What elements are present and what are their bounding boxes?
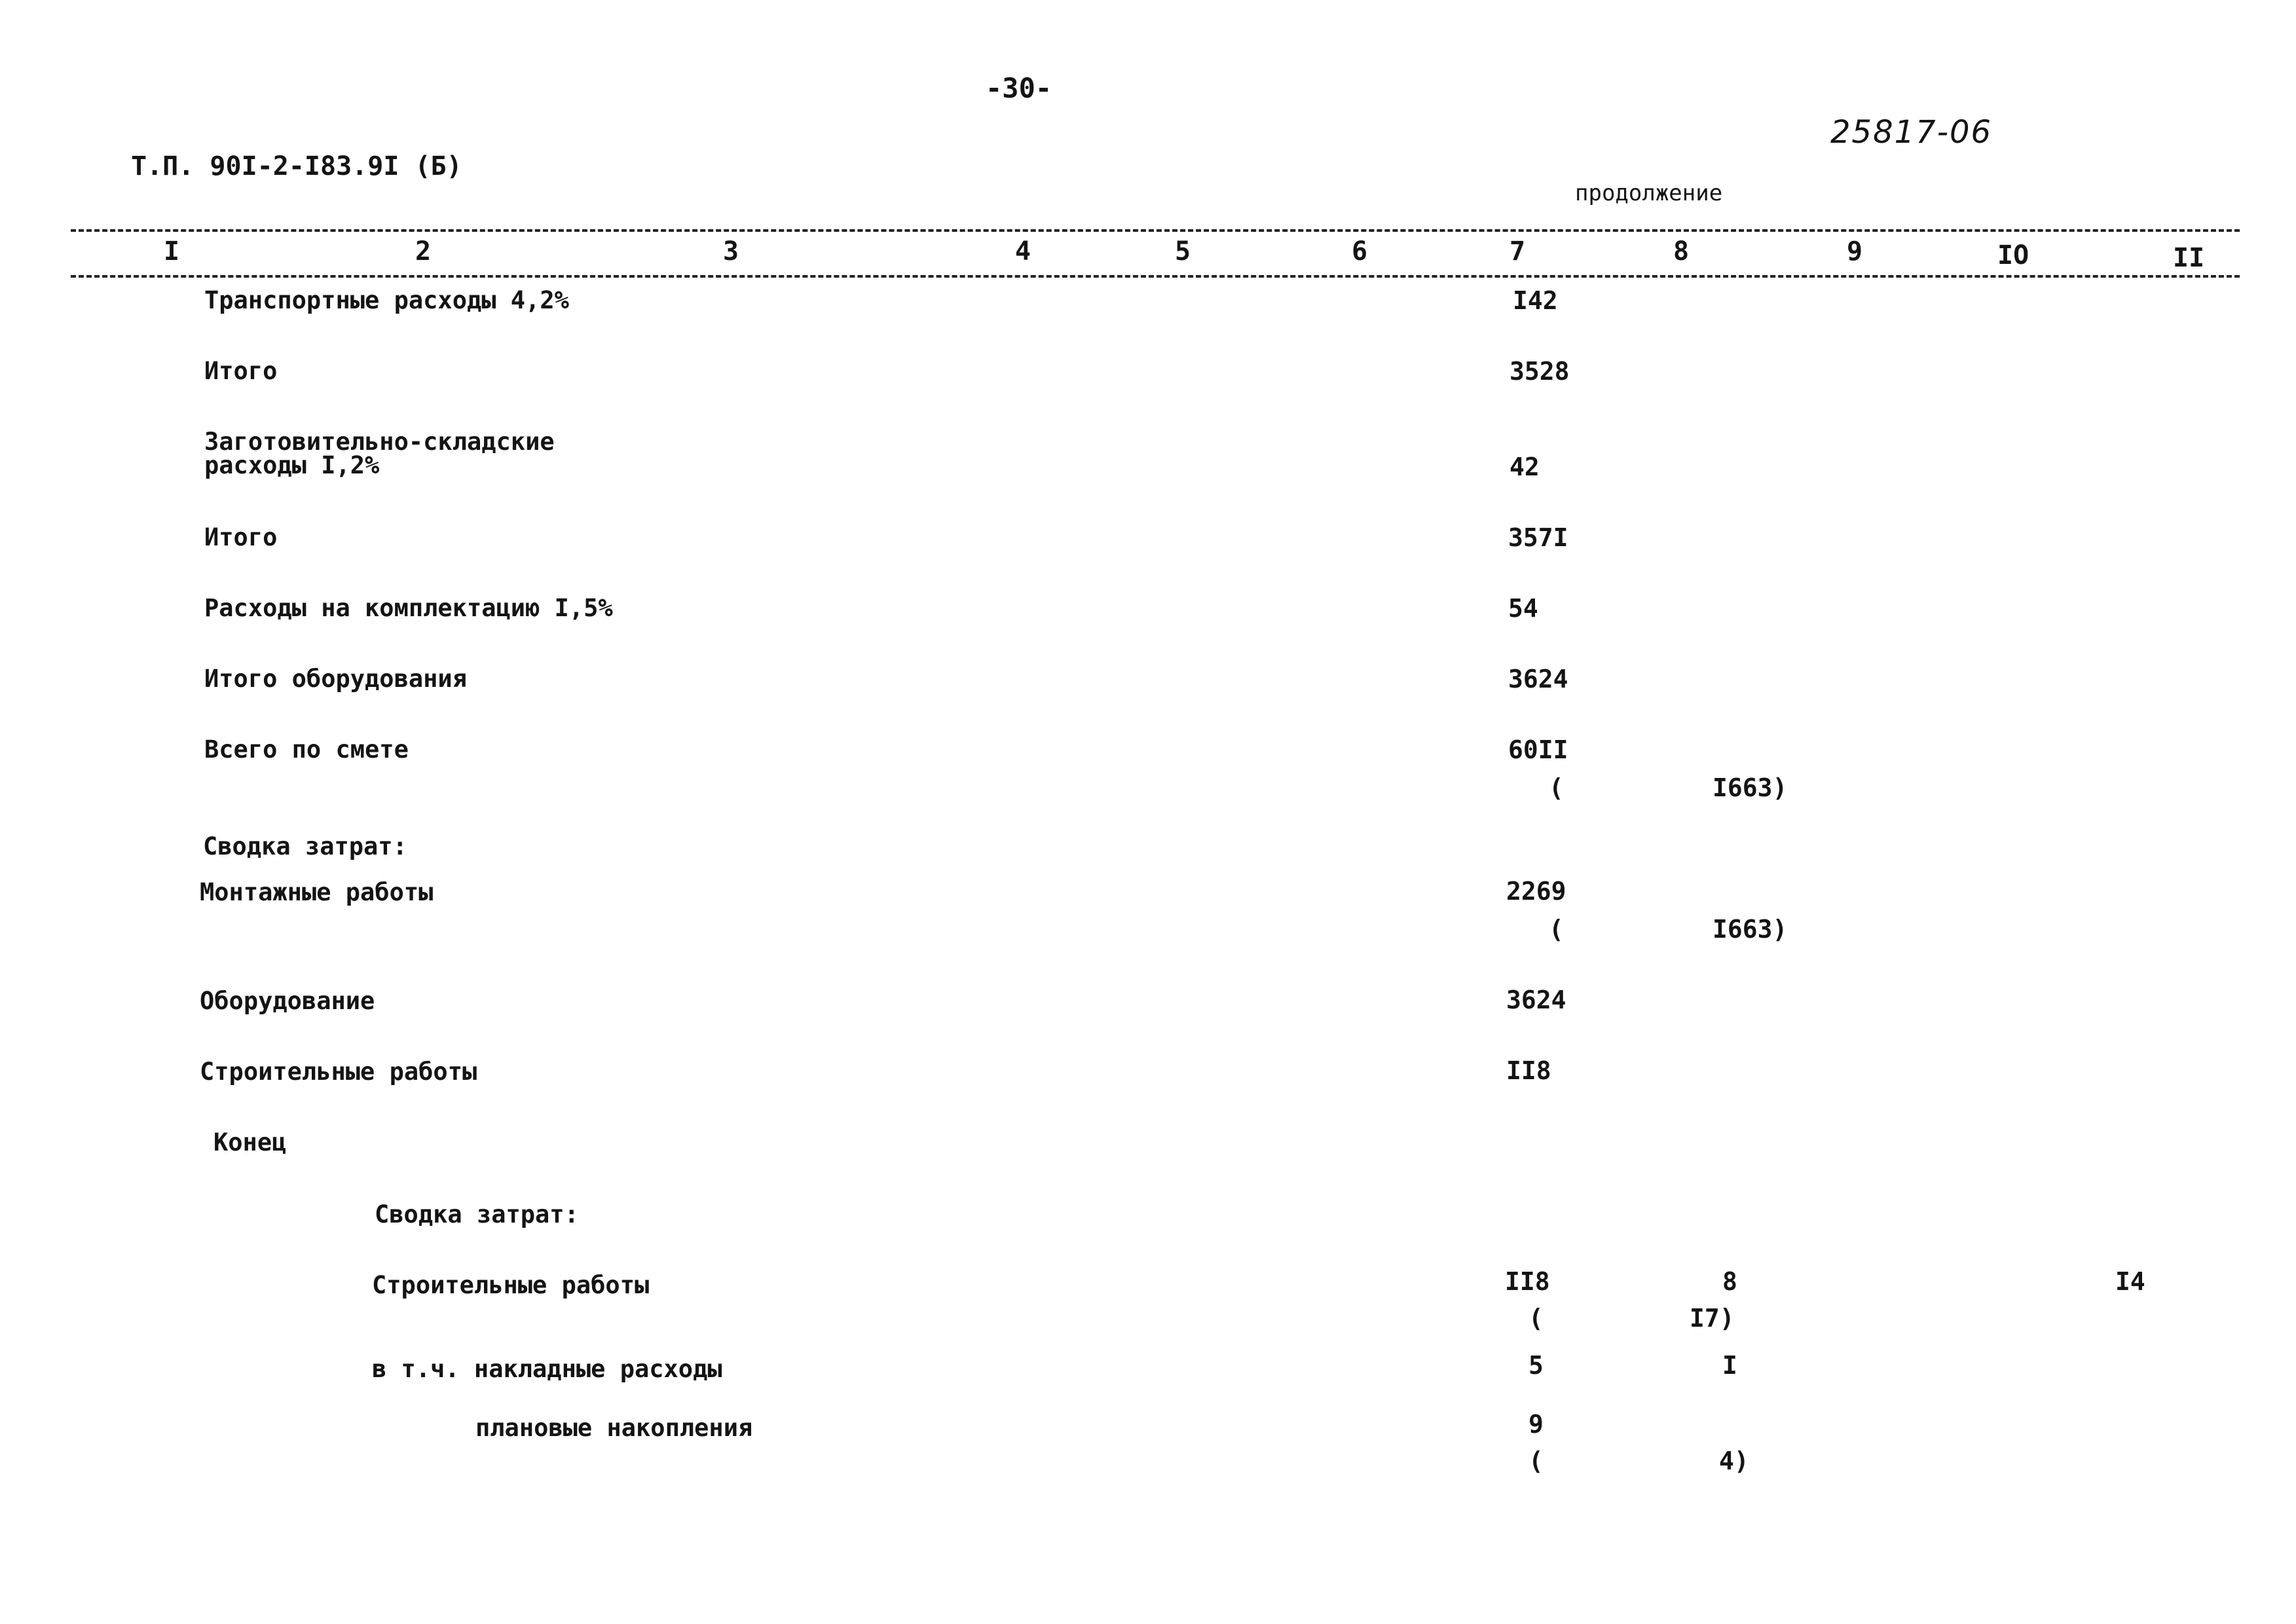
summary-construction-col8-paren: I7) xyxy=(1690,1304,1735,1333)
column-header-5: 5 xyxy=(1175,236,1191,267)
row-warehouse-label-line2: расходы I,2% xyxy=(204,451,380,479)
row-completion-label: Расходы на комплектацию I,5% xyxy=(204,594,613,622)
row-equipment-total-col7: 3624 xyxy=(1508,665,1568,693)
header-bottom-rule xyxy=(71,275,2240,278)
column-header-2: 2 xyxy=(415,236,432,267)
column-header-3: 3 xyxy=(723,236,739,267)
row-subtotal-2-col7: 357I xyxy=(1508,523,1568,552)
row-estimate-total-col7-paren: ( xyxy=(1549,773,1564,802)
summary-overhead-col7: 5 xyxy=(1528,1351,1544,1380)
column-header-9: 9 xyxy=(1847,236,1863,267)
row-equipment-label: Оборудование xyxy=(200,987,375,1015)
column-header-8: 8 xyxy=(1673,236,1690,267)
column-header-6: 6 xyxy=(1352,236,1368,267)
end-marker: Конец xyxy=(213,1128,287,1156)
summary-planned-col8-paren: 4) xyxy=(1719,1447,1749,1475)
row-construction-label: Строительные работы xyxy=(200,1058,477,1086)
row-estimate-total-col8-paren: I663) xyxy=(1713,773,1788,802)
row-completion-col7: 54 xyxy=(1508,594,1538,623)
summary-construction-col7: II8 xyxy=(1505,1267,1550,1296)
summary-construction-col11: I4 xyxy=(2115,1267,2145,1296)
row-warehouse-label-line1: Заготовительно-складские xyxy=(204,428,555,456)
page-number: -30- xyxy=(986,72,1052,104)
column-header-1: I xyxy=(164,236,180,267)
row-equipment-total-label: Итого оборудования xyxy=(204,665,467,693)
summary-construction-label: Строительные работы xyxy=(372,1271,650,1299)
archive-number: 25817-06 xyxy=(1830,114,1993,151)
row-installation-col7-paren: ( xyxy=(1549,915,1564,944)
section-summary-label: Сводка затрат: xyxy=(203,832,407,860)
summary-construction-col8: 8 xyxy=(1722,1267,1737,1296)
summary-planned-label: плановые накопления xyxy=(475,1414,753,1442)
row-warehouse-col7: 42 xyxy=(1509,452,1540,481)
row-transport-col7: I42 xyxy=(1513,286,1558,315)
row-installation-label: Монтажные работы xyxy=(200,878,434,906)
row-construction-col7: II8 xyxy=(1506,1056,1551,1085)
row-installation-col8-paren: I663) xyxy=(1713,915,1788,944)
row-estimate-total-label: Всего по смете xyxy=(204,735,409,764)
summary-overhead-label: в т.ч. накладные расходы xyxy=(372,1355,722,1383)
continuation-label: продолжение xyxy=(1575,180,1723,206)
row-estimate-total-col7: 60II xyxy=(1508,735,1568,764)
summary-construction-col7-paren: ( xyxy=(1528,1304,1544,1333)
row-subtotal-1-col7: 3528 xyxy=(1509,357,1570,386)
summary-title: Сводка затрат: xyxy=(375,1200,579,1228)
row-subtotal-2-label: Итого xyxy=(204,523,278,551)
column-header-7: 7 xyxy=(1509,236,1526,267)
summary-overhead-col8: I xyxy=(1722,1351,1737,1380)
document-code: Т.П. 90I-2-I83.9I (Б) xyxy=(131,151,462,181)
top-rule xyxy=(71,229,2240,232)
row-equipment-col7: 3624 xyxy=(1506,986,1566,1014)
column-header-10: IO xyxy=(1997,240,2029,270)
row-installation-col7: 2269 xyxy=(1506,877,1566,906)
summary-planned-col7-paren: ( xyxy=(1528,1447,1544,1475)
column-header-11: II xyxy=(2173,243,2205,273)
column-header-4: 4 xyxy=(1015,236,1031,267)
summary-planned-col7: 9 xyxy=(1528,1410,1544,1439)
row-subtotal-1-label: Итого xyxy=(204,357,278,385)
row-transport-label: Транспортные расходы 4,2% xyxy=(204,286,569,314)
